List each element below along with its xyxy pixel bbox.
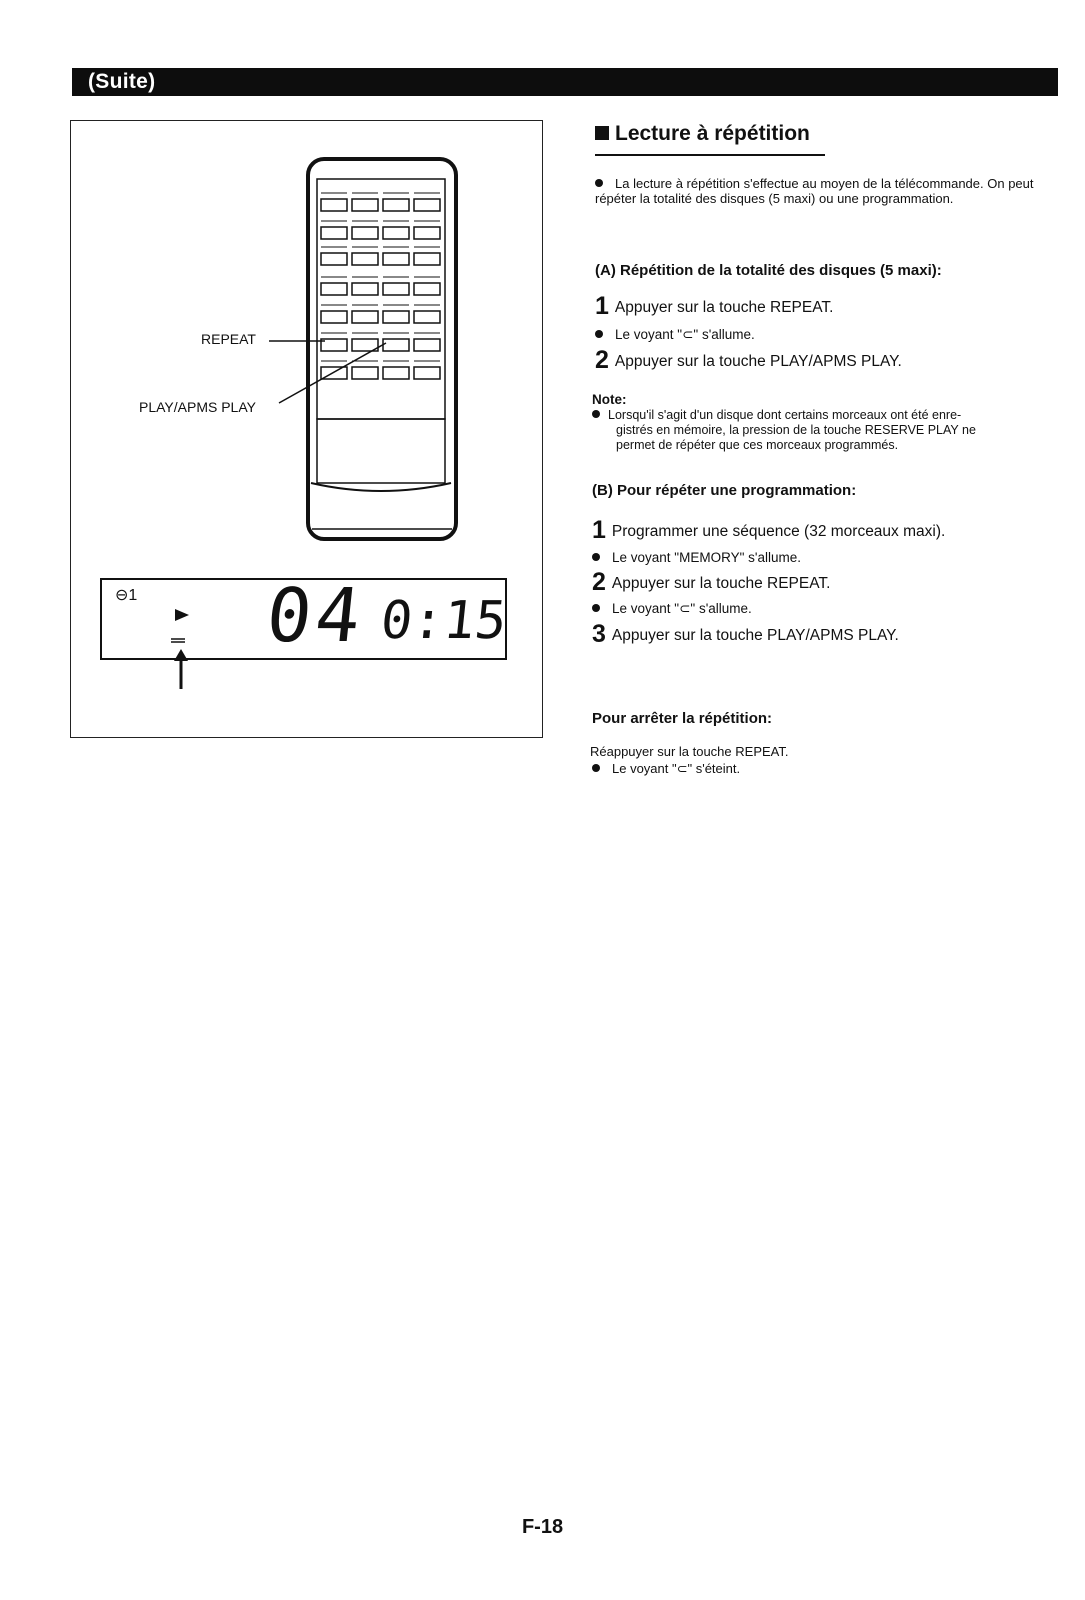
part-b-bullet-2: Le voyant "⊂" s'allume.: [592, 601, 752, 617]
bullet-icon: [592, 764, 600, 772]
part-a-step-1: 1 Appuyer sur la touche REPEAT.: [595, 292, 834, 320]
square-bullet-icon: [595, 126, 609, 140]
bullet-icon: [592, 553, 600, 561]
remote-button: [414, 227, 440, 239]
part-b-step-1: 1 Programmer une séquence (32 morceaux maxi).: [592, 516, 946, 544]
remote-button: [352, 367, 378, 379]
remote-button: [414, 283, 440, 295]
part-a-step-2: 2 Appuyer sur la touche PLAY/APMS PLAY.: [595, 346, 902, 374]
remote-button: [321, 311, 347, 323]
remote-button: [352, 199, 378, 211]
remote-button: [352, 227, 378, 239]
remote-button: [352, 311, 378, 323]
remote-button: [383, 311, 409, 323]
remote-button: [321, 227, 347, 239]
part-b-bullet-1: Le voyant "MEMORY" s'allume.: [592, 550, 801, 565]
intro-paragraph: La lecture à répétition s'effectue au moyen de la télécommande. On peut répéter la totalité des disques (5 maxi) ou une programmation.: [595, 176, 1034, 206]
part-b-step-2: 2 Appuyer sur la touche REPEAT.: [592, 568, 831, 596]
note-heading: Note:: [592, 392, 627, 407]
disc-icon: ⊖: [115, 587, 129, 604]
remote-button-grid: [321, 193, 440, 379]
remote-button: [352, 283, 378, 295]
disc-indicator: ⊖1: [115, 587, 138, 604]
remote-button: [383, 339, 409, 351]
bullet-icon: [592, 410, 600, 418]
stop-bullet: Le voyant "⊂" s'éteint.: [592, 761, 740, 777]
section-title: Lecture à répétition: [595, 122, 810, 146]
bullet-icon: [595, 179, 603, 187]
part-b-step-3: 3 Appuyer sur la touche PLAY/APMS PLAY.: [592, 620, 899, 648]
remote-button: [414, 367, 440, 379]
section-title-underline: [595, 154, 825, 156]
remote-button: [383, 253, 409, 265]
remote-button: [352, 253, 378, 265]
remote-button: [414, 199, 440, 211]
stop-heading: Pour arrêter la répétition:: [592, 710, 773, 727]
section-header-bar: [72, 68, 1058, 96]
bullet-icon: [595, 330, 603, 338]
note-body: Lorsqu'il s'agit d'un disque dont certains morceaux ont été enre- gistrés en mémoire, la pression de la touche RESERVE PLAY ne permet de répéter que ces morceaux programmés.: [592, 408, 1054, 453]
display-time: 0:15: [377, 591, 510, 651]
remote-button: [321, 199, 347, 211]
play-apms-play-label: PLAY/APMS PLAY: [139, 399, 256, 415]
remote-button: [383, 283, 409, 295]
repeat-label: REPEAT: [201, 331, 256, 347]
part-b-heading: (B) Pour répéter une programmation:: [592, 482, 857, 499]
remote-button: [383, 199, 409, 211]
remote-button: [321, 253, 347, 265]
figure-box: [70, 120, 543, 738]
remote-button: [383, 227, 409, 239]
part-a-bullet-1: Le voyant "⊂" s'allume.: [595, 327, 755, 343]
display-track-number: 04: [262, 573, 369, 659]
page-number: F-18: [521, 1516, 564, 1538]
remote-button: [414, 311, 440, 323]
remote-button: [383, 367, 409, 379]
stop-text: Réappuyer sur la touche REPEAT.: [590, 744, 789, 759]
remote-button: [414, 253, 440, 265]
remote-button: [321, 283, 347, 295]
remote-control-icon: [308, 159, 456, 539]
header-title: (Suite): [88, 70, 156, 93]
remote-button: [414, 339, 440, 351]
bullet-icon: [592, 604, 600, 612]
part-a-heading: (A) Répétition de la totalité des disques (5 maxi):: [595, 262, 942, 279]
